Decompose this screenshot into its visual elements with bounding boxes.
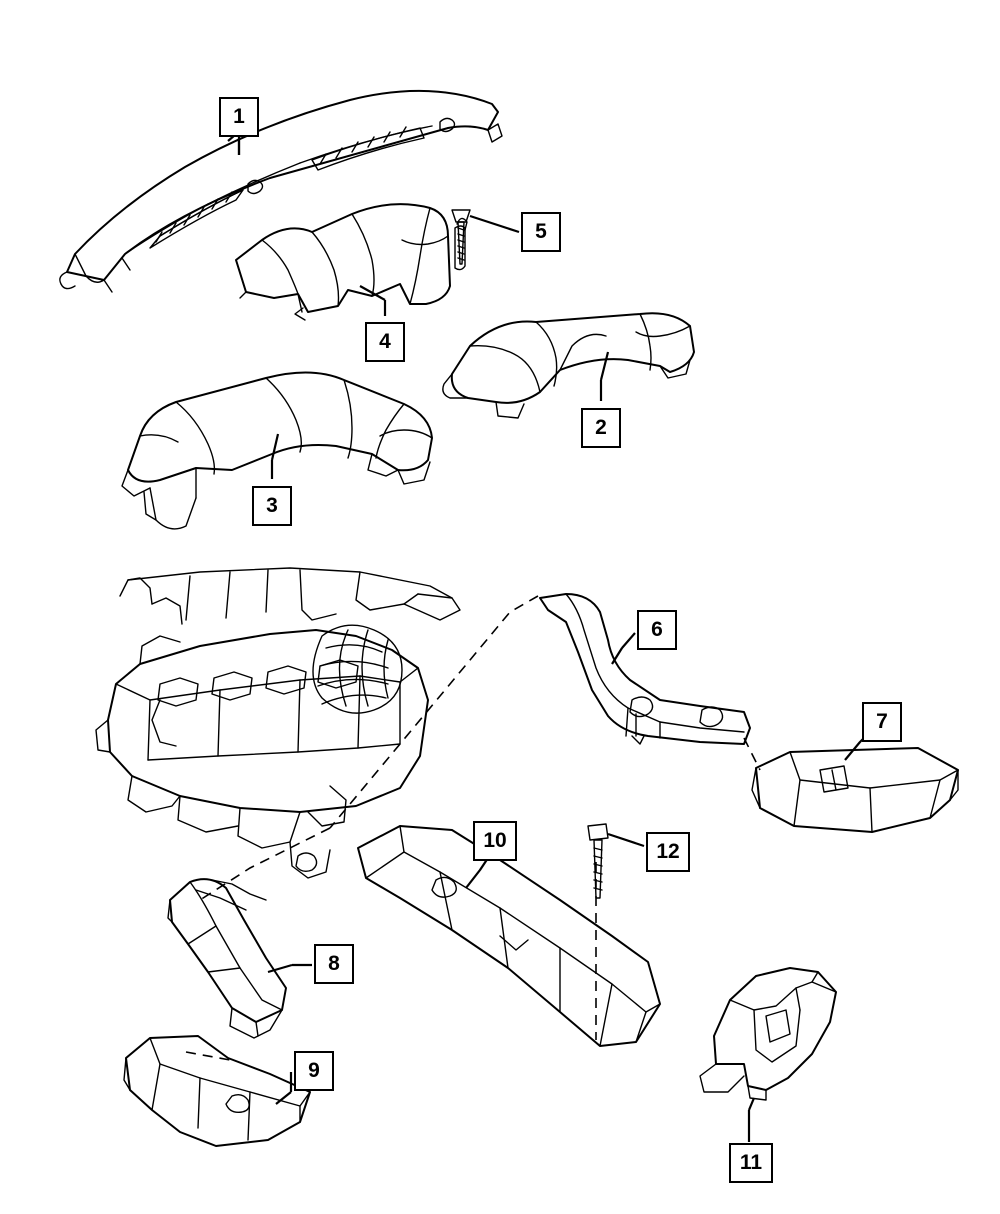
callout-11[interactable]: 11	[729, 1143, 773, 1183]
callout-9[interactable]: 9	[294, 1051, 334, 1091]
callout-4[interactable]: 4	[365, 322, 405, 362]
callout-3[interactable]: 3	[252, 486, 292, 526]
part-2-right-side-duct	[443, 313, 694, 418]
part-1-defroster-grille	[60, 91, 502, 292]
leader-6	[612, 633, 635, 664]
alignment-line-8	[200, 828, 330, 900]
leader-4	[360, 286, 385, 316]
part-7-floor-duct-extension	[752, 748, 958, 832]
callout-7[interactable]: 7	[862, 702, 902, 742]
callout-2[interactable]: 2	[581, 408, 621, 448]
leader-3	[272, 434, 278, 479]
part-9-left-floor-duct-extension	[124, 1036, 310, 1146]
leader-12	[608, 834, 644, 846]
callout-6[interactable]: 6	[637, 610, 677, 650]
part-11-right-rear-floor-duct	[700, 968, 836, 1100]
leader-8	[268, 965, 312, 972]
leader-11	[749, 1098, 754, 1142]
part-8-left-front-floor-duct	[168, 879, 286, 1038]
callout-8[interactable]: 8	[314, 944, 354, 984]
part-12-bolt	[588, 824, 608, 898]
callout-1[interactable]: 1	[219, 97, 259, 137]
leader-5	[470, 216, 519, 232]
part-4-center-defroster-duct	[236, 204, 467, 320]
hvac-housing-assembly	[96, 568, 460, 910]
callout-10[interactable]: 10	[473, 821, 517, 861]
alignment-line-upper	[330, 596, 538, 828]
alignment-line-9	[186, 1052, 230, 1060]
callout-5[interactable]: 5	[521, 212, 561, 252]
alignment-line-7	[744, 738, 760, 770]
callout-12[interactable]: 12	[646, 832, 690, 872]
